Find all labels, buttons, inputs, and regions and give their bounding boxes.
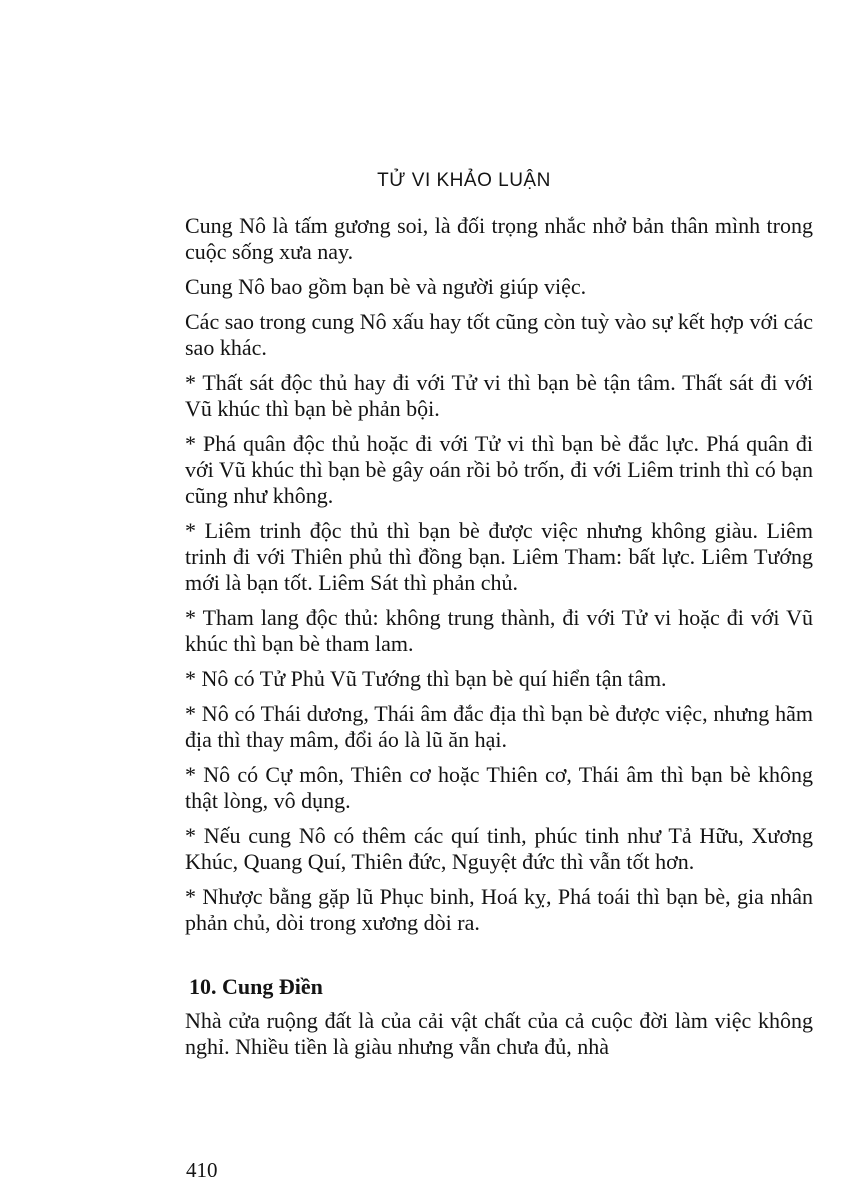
- paragraph: * Nô có Cự môn, Thiên cơ hoặc Thiên cơ, Thái âm thì bạn bè không thật lòng, vô dụng.: [185, 762, 813, 813]
- paragraph: * Nếu cung Nô có thêm các quí tinh, phúc tinh như Tả Hữu, Xương Khúc, Quang Quí, Thiên đức, Nguyệt đức thì vẫn tốt hơn.: [185, 823, 813, 874]
- running-header: TỬ VI KHẢO LUẬN: [377, 170, 551, 191]
- paragraph: * Liêm trinh độc thủ thì bạn bè được việc nhưng không giàu. Liêm trinh đi với Thiên phủ thì đồng bạn. Liêm Tham: bất lực. Liêm Tướng mới là bạn tốt. Liêm Sát thì phản chủ.: [185, 518, 813, 595]
- section-paragraph: Nhà cửa ruộng đất là của cải vật chất của cả cuộc đời làm việc không nghỉ. Nhiều tiền là giàu nhưng vẫn chưa đủ, nhà: [185, 1008, 813, 1059]
- paragraph: * Thất sát độc thủ hay đi với Tử vi thì bạn bè tận tâm. Thất sát đi với Vũ khúc thì bạn bè phản bội.: [185, 370, 813, 421]
- paragraph: Các sao trong cung Nô xấu hay tốt cũng còn tuỳ vào sự kết hợp với các sao khác.: [185, 309, 813, 360]
- body-text: [185, 213, 813, 1069]
- paragraph: Cung Nô là tấm gương soi, là đối trọng nhắc nhở bản thân mình trong cuộc sống xưa nay.: [185, 213, 813, 264]
- paragraph: * Phá quân độc thủ hoặc đi với Tử vi thì bạn bè đắc lực. Phá quân đi với Vũ khúc thì bạn bè gây oán rồi bỏ trốn, đi với Liêm trinh thì có bạn cũng như không.: [185, 431, 813, 508]
- paragraph: * Nô có Thái dương, Thái âm đắc địa thì bạn bè được việc, nhưng hãm địa thì thay mâm, đổi áo là lũ ăn hại.: [185, 701, 813, 752]
- paragraph: * Nhược bằng gặp lũ Phục binh, Hoá kỵ, Phá toái thì bạn bè, gia nhân phản chủ, dòi trong xương dòi ra.: [185, 884, 813, 935]
- page-number: 410: [186, 1158, 218, 1182]
- paragraph: Cung Nô bao gồm bạn bè và người giúp việc.: [185, 274, 587, 299]
- paragraph: * Tham lang độc thủ: không trung thành, đi với Tử vi hoặc đi với Vũ khúc thì bạn bè tham lam.: [185, 605, 813, 656]
- section-heading: 10. Cung Điền: [189, 974, 323, 999]
- paragraph: * Nô có Tử Phủ Vũ Tướng thì bạn bè quí hiển tận tâm.: [185, 666, 667, 691]
